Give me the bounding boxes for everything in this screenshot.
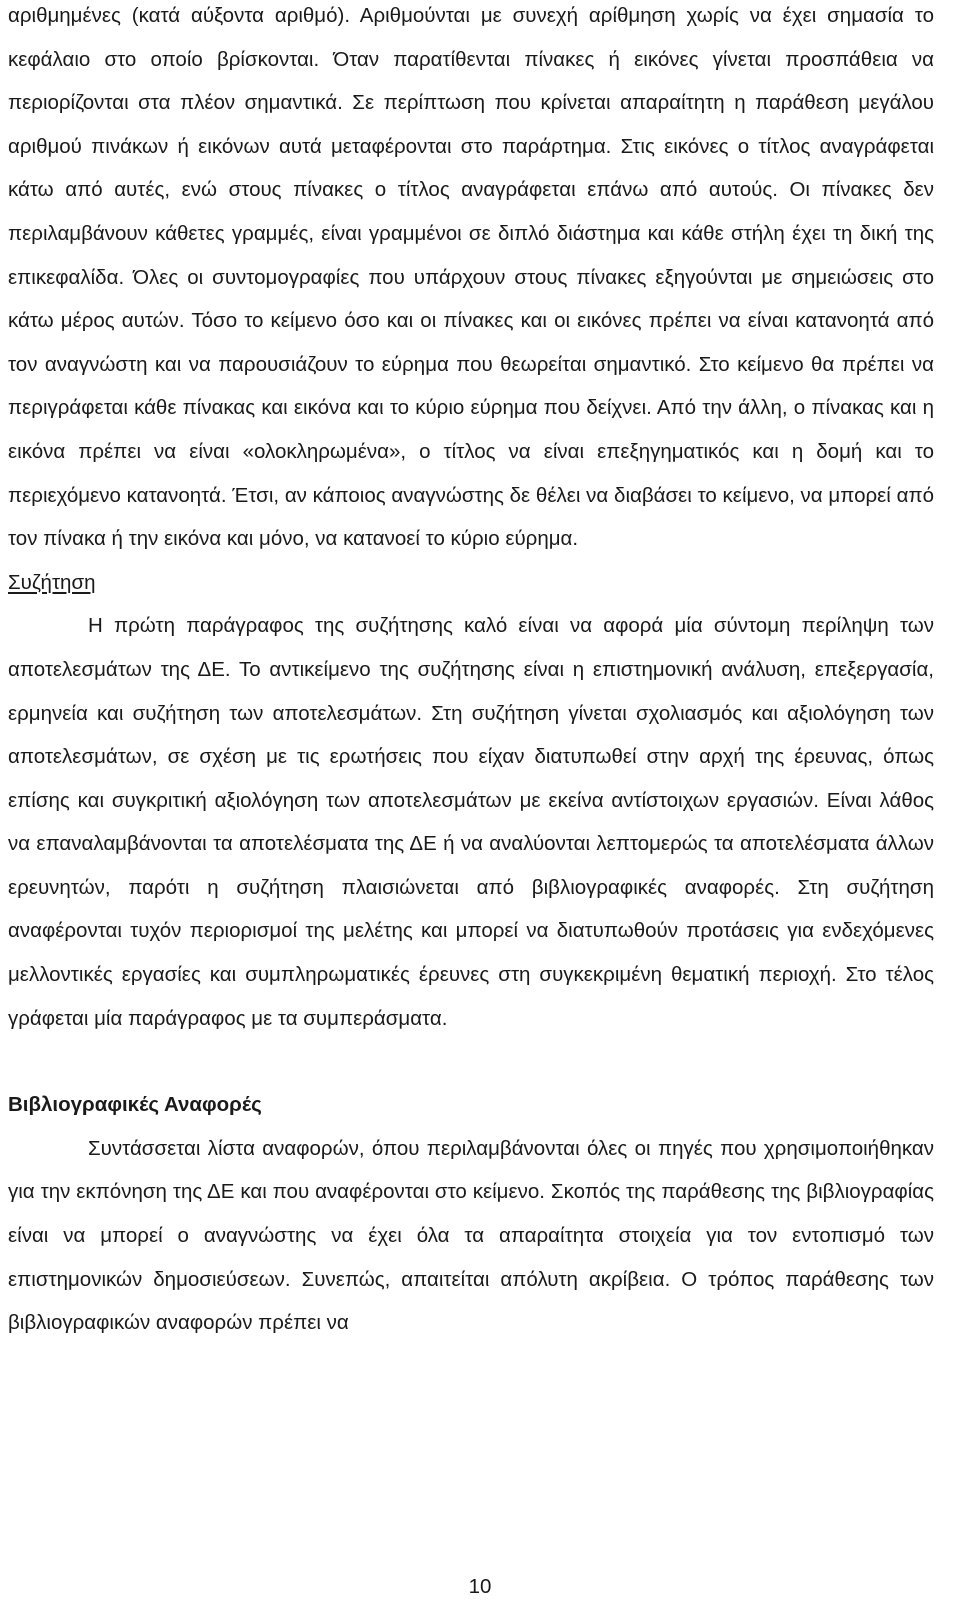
discussion-heading: Συζήτηση [8, 570, 96, 594]
tables-figures-paragraph: αριθμημένες (κατά αύξοντα αριθμό). Αριθμούνται με συνεχή αρίθμηση χωρίς να έχει σημασία το κεφάλαιο στο οποίο βρίσκονται. Όταν παρατίθενται πίνακες ή εικόνες γίνεται προσπάθεια να περιορίζονται στα πλέον σημαντικά. Σε περίπτωση που κρίνεται απαραίτητη η παράθεση μεγάλου αριθμού πινάκων ή εικόνων αυτά μεταφέρονται στο παράρτημα. Στις εικόνες ο τίτλος αναγράφεται κάτω από αυτές, ενώ στους πίνακες ο τίτλος αναγράφεται επάνω από αυτούς. Οι πίνακες δεν περιλαμβάνουν κάθετες γραμμές, είναι γραμμένοι σε διπλό διάστημα και κάθε στήλη έχει τη δική της επικεφαλίδα. Όλες οι συντομογραφίες που υπάρχουν στους πίνακες εξηγούνται με σημειώσεις στο κάτω μέρος αυτών. Τόσο το κείμενο όσο και οι πίνακες και οι εικόνες πρέπει να είναι κατανοητά από τον αναγνώστη και να παρουσιάζουν το εύρημα που θεωρείται σημαντικό. Στο κείμενο θα πρέπει να περιγράφεται κάθε πίνακας και εικόνα και το κύριο εύρημα που δείχνει. Από την άλλη, ο πίνακας και η εικόνα πρέπει να είναι «ολοκληρωμένα», ο τίτλος να είναι επεξηγηματικός και η δομή και το περιεχόμενο κατανοητά. Έτσι, αν κάποιος αναγνώστης δε θέλει να διαβάσει το κείμενο, να μπορεί από τον πίνακα ή την εικόνα και μόνο, να κατανοεί το κύριο εύρημα. [8, 4, 934, 551]
page-body [8, 0, 934, 1345]
references-paragraph: Συντάσσεται λίστα αναφορών, όπου περιλαμβάνονται όλες οι πηγές που χρησιμοποιήθηκαν για την εκπόνηση της ΔΕ και που αναφέρονται στο κείμενο. Σκοπός της παράθεσης της βιβλιογραφίας είναι να μπορεί ο αναγνώστης να έχει όλα τα απαραίτητα στοιχεία για τον εντοπισμό των επιστημονικών δημοσιεύσεων. Συνεπώς, απαιτείται απόλυτη ακρίβεια. Ο τρόπος παράθεσης των βιβλιογραφικών αναφορών πρέπει να [8, 1136, 934, 1335]
discussion-paragraph: Η πρώτη παράγραφος της συζήτησης καλό είναι να αφορά μία σύντομη περίληψη των αποτελεσμάτων της ΔΕ. Το αντικείμενο της συζήτησης είναι η επιστημονική ανάλυση, επεξεργασία, ερμηνεία και συζήτηση των αποτελεσμάτων. Στη συζήτηση γίνεται σχολιασμός και αξιολόγηση των αποτελεσμάτων, σε σχέση με τις ερωτήσεις που είχαν διατυπωθεί στην αρχή της έρευνας, όπως επίσης και συγκριτική αξιολόγηση των αποτελεσμάτων με εκείνα αντίστοιχων εργασιών. Είναι λάθος να επαναλαμβάνονται τα αποτελέσματα της ΔΕ ή να αναλύονται λεπτομερώς τα αποτελέσματα άλλων ερευνητών, παρότι η συζήτηση πλαισιώνεται από βιβλιογραφικές αναφορές. Στη συζήτηση αναφέρονται τυχόν περιορισμοί της μελέτης και μπορεί να διατυπωθούν προτάσεις για ενδεχόμενες μελλοντικές εργασίες και συμπληρωματικές έρευνες στη συγκεκριμένη θεματική περιοχή. Στο τέλος γράφεται μία παράγραφος με τα συμπεράσματα. [8, 614, 934, 1030]
references-heading: Βιβλιογραφικές Αναφορές [8, 1093, 262, 1117]
page-number: 10 [468, 1575, 492, 1598]
